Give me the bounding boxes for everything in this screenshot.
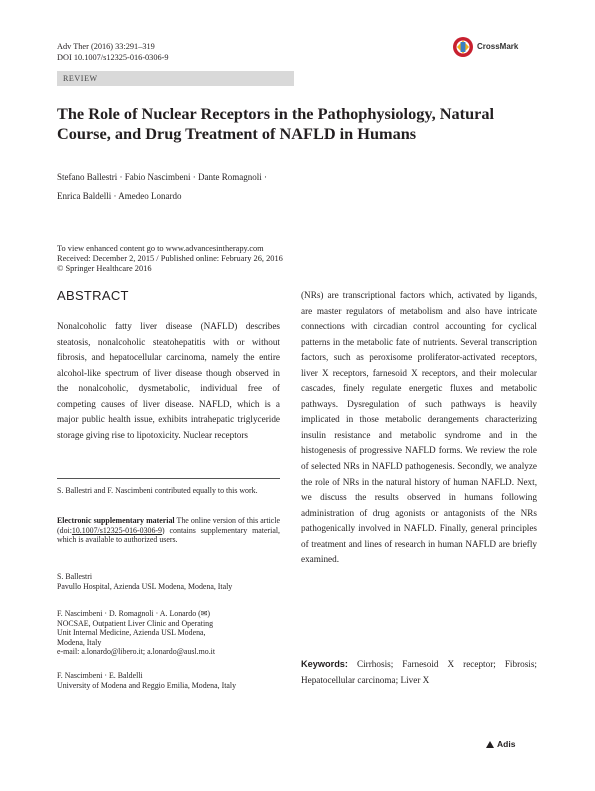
affiliation-1-name: S. Ballestri [57, 572, 93, 581]
copyright-line: © Springer Healthcare 2016 [57, 264, 152, 273]
supplementary-label: Electronic supplementary material [57, 516, 175, 525]
affiliation-2-line-1: NOCSAE, Outpatient Liver Clinic and Operating [57, 618, 214, 628]
crossmark-label: CrossMark [477, 42, 519, 51]
supplementary-doi-link[interactable]: 10.1007/s12325-016-0306-9 [71, 525, 162, 535]
affiliation-3-name: F. Nascimbeni · E. Baldelli [57, 671, 143, 680]
publisher-logo [486, 739, 515, 749]
affiliation-2 [57, 609, 280, 657]
footnote-divider [57, 478, 280, 479]
affiliation-1 [57, 572, 280, 591]
affiliation-2-line-3: Modena, Italy [57, 637, 102, 647]
abstract-heading: ABSTRACT [57, 288, 129, 303]
affiliation-2-line-2: Unit Internal Medicine, Azienda USL Modena, [57, 628, 206, 638]
affiliation-2-email[interactable]: e-mail: a.lonardo@libero.it; a.lonardo@ausl.mo.it [57, 647, 216, 657]
keywords-label: Keywords: [301, 659, 348, 669]
keywords [301, 657, 537, 688]
supplementary-text-2: ) contains supplementary material, which is available to authorized users. [57, 525, 280, 545]
affiliation-1-place: Pavullo Hospital, Azienda USL Modena, Modena, Italy [57, 581, 233, 591]
received-dates: Received: December 2, 2015 / Published online: February 26, 2016 [57, 254, 283, 263]
publisher-name: Adis [497, 739, 516, 749]
authors-line-2: Enrica Baldelli · Amedeo Lonardo [57, 191, 182, 201]
supplementary-text-1: The online version of this article (doi: [57, 516, 280, 535]
crossmark-icon [452, 36, 474, 58]
abstract-left-column: Nonalcoholic fatty liver disease (NAFLD) describes steatosis, nonalcoholic steatohepatitis with or without fibrosis, and hepatocellular carcinoma, namely the entire alcohol-like spectrum of liver disease though observed in the nonalcoholic, dysmetabolic, individual free of competing causes of liver disease. NAFLD, which is a major public health issue, exhibits intrahepatic triglyceride storage giving rise to lipotoxicity. Nuclear receptors [57, 321, 280, 440]
crossmark-badge[interactable] [452, 36, 536, 58]
adis-triangle-icon [486, 741, 494, 748]
affiliation-3-place: University of Modena and Reggio Emilia, Modena, Italy [57, 680, 237, 690]
article-title: The Role of Nuclear Receptors in the Pathophysiology, Natural Course, and Drug Treatment of NAFLD in Humans [57, 104, 495, 143]
affiliation-2-name: F. Nascimbeni · D. Romagnoli · A. Lonardo (✉) [57, 609, 211, 618]
supplementary-note [57, 516, 280, 545]
authors-line-1: Stefano Ballestri · Fabio Nascimbeni · Dante Romagnoli · [57, 172, 267, 182]
equal-contribution-note: S. Ballestri and F. Nascimbeni contributed equally to this work. [57, 486, 258, 495]
section-label: REVIEW [63, 74, 98, 83]
enhanced-content-link[interactable]: To view enhanced content go to www.advancesintherapy.com [57, 244, 264, 253]
journal-citation: Adv Ther (2016) 33:291–319 [57, 42, 155, 51]
affiliation-3 [57, 671, 280, 690]
abstract-right-column: (NRs) are transcriptional factors which, activated by ligands, are master regulators of metabolism and also have intricate connections with circadian control accounting for cyclical patterns in the metabolic fate of nutrients. Several transcription factors, such as peroxisome proliferator-activated receptors, liver X receptors, farnesoid X receptors, and their molecular cascades, finely regulate energetic fluxes and metabolic pathways. Dysregulation of such pathways is heavily implicated in those metabolic derangements characterizing insulin resistance and metabolic syndrome and in the histogenesis of progressive NAFLD forms. We review the role of selected NRs in NAFLD pathogenesis. Secondly, we analyze the role of NRs in the natural history of human NAFLD. Next, we discuss the results observed in humans following administration of drug agonists or antagonists of the NRs pathogenically involved in NAFLD. Finally, general principles of treatment and lines of research in human NAFLD are briefly examined. [301, 290, 537, 565]
doi-line: DOI 10.1007/s12325-016-0306-9 [57, 53, 169, 62]
keywords-text: Cirrhosis; Farnesoid X receptor; Fibrosis; Hepatocellular carcinoma; Liver X [301, 659, 537, 685]
